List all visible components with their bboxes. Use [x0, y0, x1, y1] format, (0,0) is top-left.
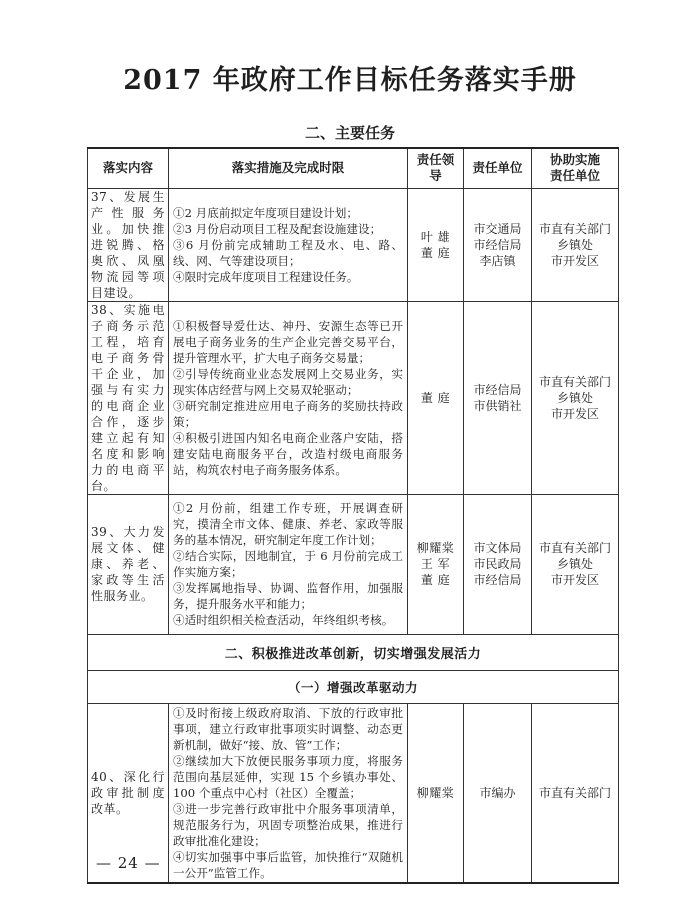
- task-table: [87, 147, 619, 884]
- row-units: [464, 494, 532, 634]
- assist-unit: 市直有关部门: [538, 374, 611, 389]
- leader-name: 董 庭: [420, 390, 451, 405]
- row-units: [464, 703, 532, 883]
- row-content: 38、实施电子商务示范工程，培育电子商务骨干企业，加强与有实力的电商企业合作，逐步建立起有知名度和影响力的电商平台。: [88, 301, 169, 494]
- header-content: 落实内容: [88, 148, 169, 188]
- measure-item: ③6 月份前完成辅助工程及水、电、路、线、网、气等建设项目；: [173, 237, 403, 268]
- row-measures: [169, 301, 408, 494]
- unit-name: 市民政局: [473, 557, 522, 571]
- measure-item: ③进一步完善行政审批中介服务事项清单，规范服务行为，巩固专项整治成果，推进行政审批准化建设；: [173, 801, 403, 848]
- table-row: [88, 703, 619, 883]
- table-row: [88, 494, 619, 634]
- measure-item: ④积极引进国内知名电商企业落户安陆，搭建安陆电商服务平台，改造村级电商服务站，构筑农村电子商务服务体系。: [173, 430, 403, 477]
- row-assist: [532, 494, 619, 634]
- unit-name: 李店镇: [479, 253, 516, 268]
- header-assist-line2: 责任单位: [549, 168, 600, 184]
- unit-name: 市交通局: [473, 221, 522, 236]
- page-number: — 24 —: [96, 854, 161, 872]
- header-unit: 责任单位: [464, 148, 532, 188]
- row-leaders: [408, 494, 464, 634]
- header-leader: 责任领导: [408, 148, 464, 188]
- leader-name: 董 庭: [420, 573, 451, 587]
- section-heading: 二、主要任务: [304, 124, 395, 142]
- span-subheading-row: [88, 670, 619, 703]
- assist-unit: 市直有关部门: [538, 541, 611, 555]
- unit-name: 市经信局: [473, 573, 522, 587]
- span-heading-row: [88, 634, 619, 670]
- assist-unit: 市直有关部门: [538, 785, 611, 800]
- measure-item: ①积极督导爱仕达、神丹、安源生态等已开展电子商务业务的生产企业完善交易平台，提升管理水平，扩大电子商务交易量；: [173, 318, 403, 365]
- row-measures: [169, 703, 408, 883]
- measure-item: ②3 月份启动项目工程及配套设施建设；: [173, 221, 382, 236]
- row-units: [464, 188, 532, 301]
- assist-unit: 市开发区: [550, 573, 599, 587]
- assist-unit: 市直有关部门: [538, 221, 611, 236]
- row-assist: [532, 703, 619, 883]
- leader-name: 王 军: [420, 557, 451, 571]
- measure-item: ④切实加强事中事后监管，加快推行“双随机一公开”监管工作。: [173, 849, 403, 880]
- measure-item: ②结合实际，因地制宜，于 6 月份前完成工作实施方案；: [173, 549, 403, 579]
- header-measures: 落实措施及完成时限: [169, 148, 408, 188]
- table-header-row: [88, 148, 619, 188]
- header-assist: [532, 148, 619, 188]
- measure-item: ③发挥属地指导、协调、监督作用，加强服务，提升服务水平和能力；: [173, 581, 403, 611]
- header-assist-line1: 协助实施: [549, 152, 600, 168]
- row-leaders: [408, 703, 464, 883]
- row-assist: [532, 188, 619, 301]
- unit-name: 市供销社: [473, 398, 522, 413]
- row-content: 40、深化行政审批制度改革。: [88, 703, 169, 883]
- row-measures: [169, 188, 408, 301]
- row-leaders: [408, 301, 464, 494]
- assist-unit: 市开发区: [550, 253, 599, 268]
- assist-unit: 乡镇处: [556, 237, 593, 252]
- measure-item: ③研究制定推进应用电子商务的奖励扶持政策；: [173, 398, 403, 429]
- row-content: 37、发展生产性服务业。加快推进锐腾、格奥欣、凤凰物流园等项目建设。: [88, 188, 169, 301]
- assist-unit: 市开发区: [550, 406, 599, 421]
- leader-name: 叶 雄: [420, 229, 451, 244]
- table-row: [88, 188, 619, 301]
- row-assist: [532, 301, 619, 494]
- unit-name: 市经信局: [473, 237, 522, 252]
- row-content: 39、大力发展文体、健康、养老、家政等生活性服务业。: [88, 494, 169, 634]
- measure-item: ②继续加大下放便民服务事项力度，将服务范围向基层延伸，实现 15 个乡镇办事处、100 个重点中心村（社区）全覆盖；: [173, 753, 403, 800]
- measure-item: ④适时组织相关检查活动，年终组织考核。: [173, 613, 394, 627]
- measure-item: ①及时衔接上级政府取消、下放的行政审批事项，建立行政审批事项实时调整、动态更新机制，做好“接、放、管”工作；: [173, 705, 403, 752]
- unit-name: 市经信局: [473, 382, 522, 397]
- leader-name: 柳耀棠: [416, 541, 455, 555]
- span-heading: 二、积极推进改革创新，切实增强发展活力: [88, 634, 619, 670]
- row-measures: [169, 494, 408, 634]
- page-title: 2017 年政府工作目标任务落实手册: [123, 65, 577, 96]
- row-leaders: [408, 188, 464, 301]
- unit-name: 市编办: [479, 785, 516, 800]
- unit-name: 市文体局: [473, 541, 522, 555]
- measure-item: ①2 月份前，组建工作专班，开展调查研究，摸清全市文体、健康、养老、家政等服务的基本情况，研究制定年度工作计划；: [173, 501, 403, 547]
- measure-item: ④限时完成年度项目工程建设任务。: [173, 269, 359, 284]
- span-subheading: （一）增强改革驱动力: [88, 670, 619, 703]
- row-units: [464, 301, 532, 494]
- table-row: [88, 301, 619, 494]
- measure-item: ②引导传统商业业态发展网上交易业务，实现实体店经营与网上交易双轮驱动；: [173, 366, 403, 397]
- assist-unit: 乡镇处: [556, 390, 593, 405]
- leader-name: 董 庭: [420, 245, 451, 260]
- leader-name: 柳耀棠: [416, 785, 455, 800]
- measure-item: ①2 月底前拟定年度项目建设计划；: [173, 205, 358, 220]
- assist-unit: 乡镇处: [556, 557, 593, 571]
